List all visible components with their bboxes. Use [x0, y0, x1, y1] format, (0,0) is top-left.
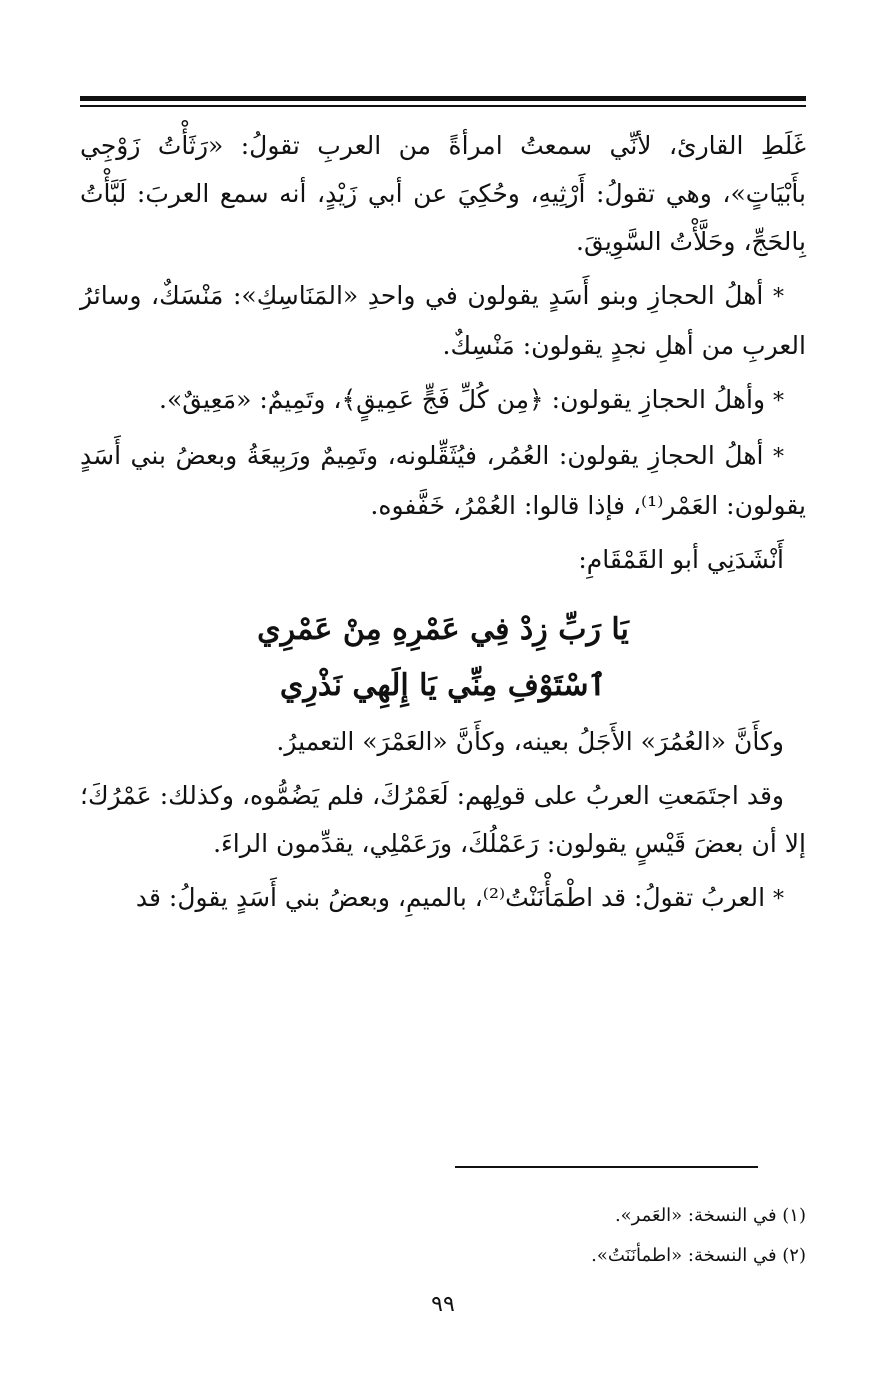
- footnote-2: (٢) في النسخة: «اطمأنَنَتُ».: [591, 1245, 806, 1266]
- verse-line-2: ٱسْتَوْفِ مِنِّي يَا إِلَهِي نَذْرِي: [279, 668, 607, 703]
- paragraph-1: غَلَطِ القارئ، لأنِّي سمعتُ امرأةً من العربِ تقولُ: «رَثَأْتُ زَوْجِي بأَبْيَاتٍ»، وهي تقولُ: أَرْثِيهِ، وحُكِيَ عن أبي زَيْدٍ، أنه سمع العربَ: لَبَّأْتُ بِالحَجِّ، وحَلَّأْتُ السَّوِيقَ.: [80, 131, 806, 256]
- header-rule-thin: [80, 105, 806, 107]
- footnote-1: (١) في النسخة: «العَمر».: [614, 1205, 806, 1226]
- paragraph-3: [80, 376, 806, 426]
- footnotes: [80, 1196, 806, 1276]
- poem-verses: [80, 602, 806, 714]
- paragraph-7: وقد اجتَمَعتِ العربُ على قولِهم: لَعَمْرُكَ، فلم يَضُمُّوه، وكذلك: عَمْرُكَ؛ إلا أن بعضَ قَيْسٍ يقولون: رَعَمْلُكَ، ورَعَمْلِي، يقدِّمون الراءَ.: [80, 781, 806, 858]
- paragraph-8-text: العربُ تقولُ: قد اطْمَأْنَنْتُ⁽²⁾، بالميمِ، وبعضُ بني أَسَدٍ يقولُ: قد: [135, 883, 766, 912]
- star-marker: *: [773, 887, 784, 912]
- paragraph-4-text: أهلُ الحجازِ يقولون: العُمُر، فيُثَقِّلونه، وتَمِيمٌ ورَبِيعَةُ وبعضُ بني أَسَدٍ يقولون: العَمْر⁽¹⁾، فإذا قالوا: العُمْرُ، خَفَّفوه.: [80, 441, 806, 520]
- paragraph-5: أَنْشَدَنِي أبو القَمْقَامِ:: [578, 545, 784, 574]
- star-marker: *: [773, 445, 784, 470]
- paragraph-2: [80, 272, 806, 370]
- star-marker: *: [773, 285, 784, 310]
- page-body: [80, 122, 806, 930]
- paragraph-2-text: أهلُ الحجازِ وبنو أَسَدٍ يقولون في واحدِ «المَنَاسِكِ»: مَنْسَكٌ، وسائرُ العربِ من أهلِ نجدٍ يقولون: مَنْسِكٌ.: [80, 281, 806, 360]
- header-rule-thick: [80, 96, 806, 101]
- verse-line-1: يَا رَبِّ زِدْ فِي عَمْرِهِ مِنْ عَمْرِي: [257, 612, 629, 647]
- paragraph-6: وكأَنَّ «العُمُرَ» الأَجَلُ بعينه، وكأَنَّ «العَمْرَ» التعميرُ.: [276, 727, 784, 756]
- paragraph-8: [80, 874, 806, 924]
- footnote-separator: [455, 1166, 758, 1168]
- paragraph-3-text: وأهلُ الحجازِ يقولون: ﴿مِن كُلِّ فَجٍّ عَمِيقٍ﴾، وتَمِيمٌ: «مَعِيقٌ».: [159, 385, 766, 414]
- page-number: ٩٩: [431, 1292, 455, 1317]
- paragraph-4: [80, 432, 806, 530]
- star-marker: *: [773, 389, 784, 414]
